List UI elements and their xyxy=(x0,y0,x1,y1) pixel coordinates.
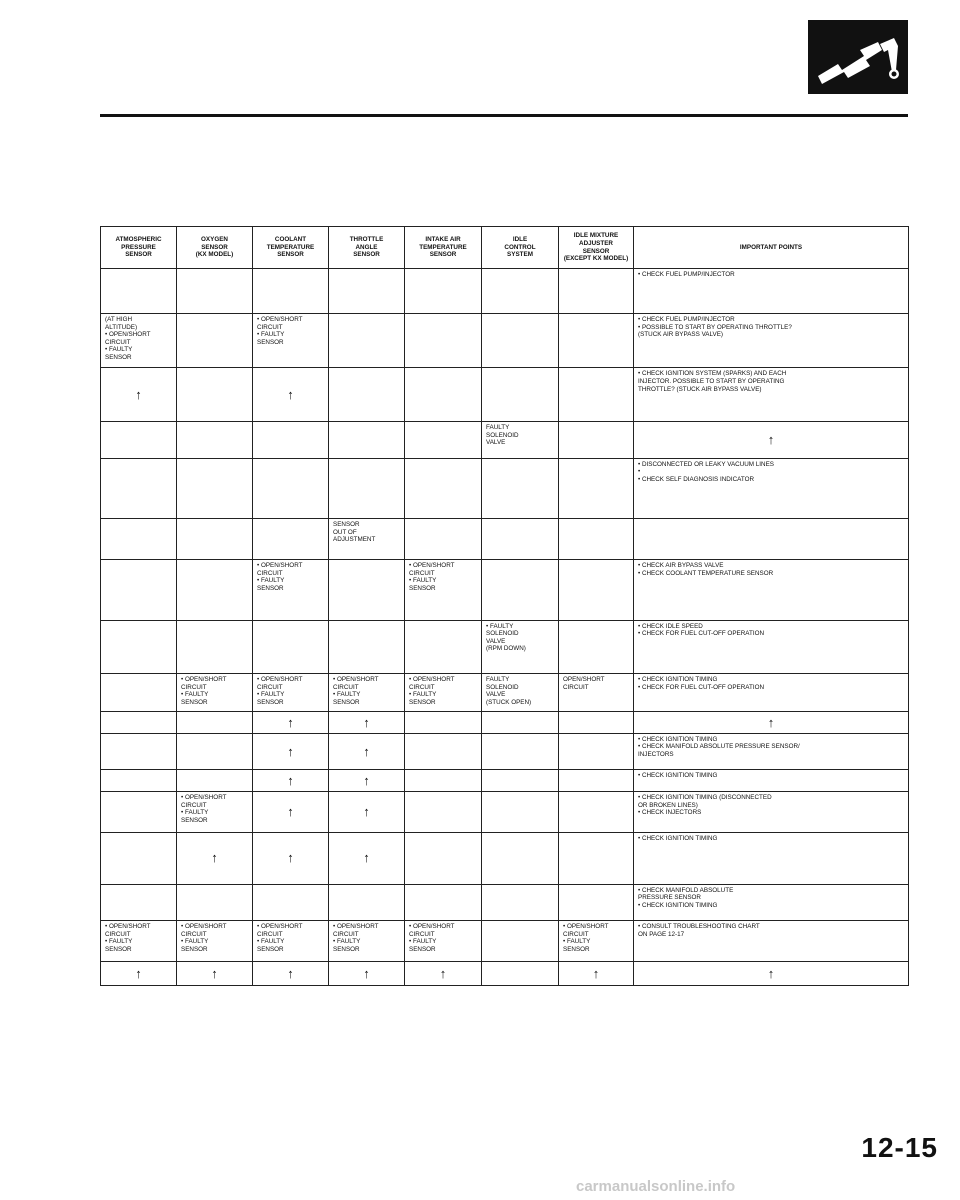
table-cell: ↑ xyxy=(177,962,253,986)
table-cell xyxy=(559,269,634,314)
table-cell xyxy=(405,733,482,770)
table-cell xyxy=(634,519,909,560)
table-cell xyxy=(177,519,253,560)
table-cell: ↑ xyxy=(253,962,329,986)
table-cell xyxy=(559,884,634,921)
table-cell: ↑ xyxy=(329,832,405,884)
table-cell xyxy=(482,519,559,560)
table-cell xyxy=(482,884,559,921)
table-cell: ↑ xyxy=(329,962,405,986)
table-cell xyxy=(405,519,482,560)
table-cell: • OPEN/SHORT CIRCUIT • FAULTY SENSOR xyxy=(405,674,482,712)
column-header: COOLANT TEMPERATURE SENSOR xyxy=(253,227,329,269)
table-cell xyxy=(405,314,482,368)
table-cell xyxy=(559,314,634,368)
table-cell: ↑ xyxy=(253,368,329,422)
table-cell xyxy=(177,620,253,674)
table-cell: ↑ xyxy=(177,832,253,884)
table-row xyxy=(101,733,909,770)
table-cell xyxy=(559,791,634,832)
table-cell: • OPEN/SHORT CIRCUIT • FAULTY SENSOR xyxy=(405,560,482,620)
table-cell xyxy=(253,884,329,921)
table-cell xyxy=(405,712,482,734)
table-cell: • CHECK IGNITION TIMING • CHECK MANIFOLD ABSOLUTE PRESSURE SENSOR/ INJECTORS xyxy=(634,733,909,770)
table-cell xyxy=(482,269,559,314)
table-cell xyxy=(405,620,482,674)
table-cell xyxy=(405,884,482,921)
table-cell xyxy=(405,458,482,518)
table-cell: ↑ xyxy=(329,791,405,832)
table-cell xyxy=(559,458,634,518)
table-cell: • OPEN/SHORT CIRCUIT • FAULTY SENSOR xyxy=(177,921,253,962)
table-cell xyxy=(559,422,634,459)
column-header: INTAKE AIR TEMPERATURE SENSOR xyxy=(405,227,482,269)
table-cell xyxy=(101,832,177,884)
column-header: IDLE CONTROL SYSTEM xyxy=(482,227,559,269)
table-cell: • CHECK FUEL PUMP/INJECTOR xyxy=(634,269,909,314)
table-cell xyxy=(101,733,177,770)
table-cell: FAULTY SOLENOID VALVE xyxy=(482,422,559,459)
table-cell xyxy=(101,712,177,734)
table-cell: • CHECK IGNITION TIMING xyxy=(634,832,909,884)
table-cell: • CHECK IGNITION TIMING • CHECK FOR FUEL CUT-OFF OPERATION xyxy=(634,674,909,712)
table-cell xyxy=(253,620,329,674)
table-cell xyxy=(177,458,253,518)
table-cell xyxy=(177,884,253,921)
column-header: IMPORTANT POINTS xyxy=(634,227,909,269)
table-row xyxy=(101,458,909,518)
table-cell: • OPEN/SHORT CIRCUIT • FAULTY SENSOR xyxy=(329,921,405,962)
table-cell xyxy=(253,519,329,560)
table-cell xyxy=(101,519,177,560)
table-row xyxy=(101,712,909,734)
table-row xyxy=(101,832,909,884)
table-cell: FAULTY SOLENOID VALVE (STUCK OPEN) xyxy=(482,674,559,712)
table-cell xyxy=(405,832,482,884)
table-row xyxy=(101,422,909,459)
table-cell xyxy=(559,733,634,770)
table-row xyxy=(101,519,909,560)
table-cell: • CHECK FUEL PUMP/INJECTOR • POSSIBLE TO START BY OPERATING THROTTLE? (STUCK AIR BYPASS VALVE) xyxy=(634,314,909,368)
table-cell xyxy=(482,712,559,734)
table-cell xyxy=(177,368,253,422)
table-cell: ↑ xyxy=(329,712,405,734)
table-cell xyxy=(177,733,253,770)
table-cell: • FAULTY SOLENOID VALVE (RPM DOWN) xyxy=(482,620,559,674)
table-cell xyxy=(482,832,559,884)
column-header: THROTTLE ANGLE SENSOR xyxy=(329,227,405,269)
table-cell: • OPEN/SHORT CIRCUIT • FAULTY SENSOR xyxy=(177,791,253,832)
page-number: 12-15 xyxy=(861,1132,938,1163)
table-cell xyxy=(101,884,177,921)
table-row xyxy=(101,620,909,674)
table-cell: • OPEN/SHORT CIRCUIT • FAULTY SENSOR xyxy=(405,921,482,962)
table-cell xyxy=(482,770,559,792)
table-cell xyxy=(559,519,634,560)
table-cell xyxy=(482,791,559,832)
table-cell xyxy=(482,314,559,368)
table-cell: OPEN/SHORT CIRCUIT xyxy=(559,674,634,712)
table-cell xyxy=(177,422,253,459)
table-cell xyxy=(101,674,177,712)
table-cell xyxy=(329,884,405,921)
table-body xyxy=(101,269,909,986)
table-cell: • CHECK MANIFOLD ABSOLUTE PRESSURE SENSOR • CHECK IGNITION TIMING xyxy=(634,884,909,921)
table-cell: (AT HIGH ALTITUDE) • OPEN/SHORT CIRCUIT • FAULTY SENSOR xyxy=(101,314,177,368)
table-row xyxy=(101,791,909,832)
fuel-pump-nozzle-graphic xyxy=(808,20,908,94)
watermark: carmanualsonline.info xyxy=(576,1178,736,1195)
table-cell: ↑ xyxy=(634,712,909,734)
table-cell xyxy=(329,560,405,620)
table-cell xyxy=(177,712,253,734)
table-cell: • OPEN/SHORT CIRCUIT • FAULTY SENSOR xyxy=(253,560,329,620)
table-cell xyxy=(253,458,329,518)
table-cell: • CHECK IGNITION SYSTEM (SPARKS) AND EACH INJECTOR. POSSIBLE TO START BY OPERATING THROTTLE? (STUCK AIR BYPASS VALVE) xyxy=(634,368,909,422)
table-cell xyxy=(177,560,253,620)
table-cell xyxy=(177,269,253,314)
table-row xyxy=(101,884,909,921)
table-cell: ↑ xyxy=(253,832,329,884)
table-cell xyxy=(329,314,405,368)
table-cell: • OPEN/SHORT CIRCUIT • FAULTY SENSOR xyxy=(177,674,253,712)
table-cell: • OPEN/SHORT CIRCUIT • FAULTY SENSOR xyxy=(559,921,634,962)
table-cell xyxy=(253,269,329,314)
table-cell xyxy=(329,269,405,314)
table-row xyxy=(101,770,909,792)
table-cell: ↑ xyxy=(253,770,329,792)
table-cell: • CHECK IGNITION TIMING xyxy=(634,770,909,792)
table-row xyxy=(101,962,909,986)
table-cell xyxy=(482,921,559,962)
table-cell xyxy=(405,422,482,459)
table-cell xyxy=(559,368,634,422)
fuel-pump-nozzle-icon xyxy=(808,20,908,94)
table-cell xyxy=(482,962,559,986)
header-rule xyxy=(100,114,908,117)
table-cell: • CONSULT TROUBLESHOOTING CHART ON PAGE 12-17 xyxy=(634,921,909,962)
table-cell: ↑ xyxy=(253,712,329,734)
table-cell xyxy=(405,770,482,792)
table-cell: • OPEN/SHORT CIRCUIT • FAULTY SENSOR xyxy=(329,674,405,712)
table-cell xyxy=(559,712,634,734)
table-cell xyxy=(177,770,253,792)
table-row xyxy=(101,921,909,962)
table-row xyxy=(101,368,909,422)
table-cell xyxy=(101,422,177,459)
table-cell xyxy=(329,458,405,518)
table-cell xyxy=(177,314,253,368)
table-cell xyxy=(482,733,559,770)
table-cell xyxy=(101,560,177,620)
table-cell xyxy=(405,791,482,832)
table-cell: • OPEN/SHORT CIRCUIT • FAULTY SENSOR xyxy=(253,674,329,712)
column-header: OXYGEN SENSOR (KX MODEL) xyxy=(177,227,253,269)
table-cell: ↑ xyxy=(559,962,634,986)
table-cell xyxy=(405,368,482,422)
table-cell xyxy=(101,770,177,792)
table-cell: SENSOR OUT OF ADJUSTMENT xyxy=(329,519,405,560)
table-cell xyxy=(101,269,177,314)
table-cell xyxy=(253,422,329,459)
table-cell xyxy=(101,791,177,832)
table-cell xyxy=(482,368,559,422)
column-header: IDLE MIXTURE ADJUSTER SENSOR (EXCEPT KX MODEL) xyxy=(559,227,634,269)
table-cell: ↑ xyxy=(101,368,177,422)
table-cell: • CHECK IGNITION TIMING (DISCONNECTED OR BROKEN LINES) • CHECK INJECTORS xyxy=(634,791,909,832)
table-cell xyxy=(559,560,634,620)
table-cell xyxy=(101,458,177,518)
table-cell: ↑ xyxy=(634,962,909,986)
table-cell xyxy=(559,832,634,884)
table-cell xyxy=(329,422,405,459)
table-cell: ↑ xyxy=(329,733,405,770)
table-cell xyxy=(329,368,405,422)
table-cell xyxy=(482,560,559,620)
table-cell: • OPEN/SHORT CIRCUIT • FAULTY SENSOR xyxy=(253,314,329,368)
table-row xyxy=(101,314,909,368)
table-header-row xyxy=(101,227,909,269)
table-cell: • CHECK AIR BYPASS VALVE • CHECK COOLANT TEMPERATURE SENSOR xyxy=(634,560,909,620)
table-cell: ↑ xyxy=(253,733,329,770)
table-row xyxy=(101,674,909,712)
troubleshooting-table xyxy=(100,226,909,986)
table-cell: ↑ xyxy=(634,422,909,459)
column-header: ATMOSPHERIC PRESSURE SENSOR xyxy=(101,227,177,269)
table-cell: ↑ xyxy=(329,770,405,792)
table-cell xyxy=(101,620,177,674)
table-cell: ↑ xyxy=(253,791,329,832)
table-cell xyxy=(329,620,405,674)
table-cell xyxy=(482,458,559,518)
table-cell: ↑ xyxy=(101,962,177,986)
table-cell xyxy=(405,269,482,314)
table-cell: ↑ xyxy=(405,962,482,986)
table-cell: • CHECK IDLE SPEED • CHECK FOR FUEL CUT-OFF OPERATION xyxy=(634,620,909,674)
table-cell: • OPEN/SHORT CIRCUIT • FAULTY SENSOR xyxy=(253,921,329,962)
table-cell xyxy=(559,770,634,792)
table-cell: • OPEN/SHORT CIRCUIT • FAULTY SENSOR xyxy=(101,921,177,962)
table-row xyxy=(101,269,909,314)
table-cell: • DISCONNECTED OR LEAKY VACUUM LINES • • CHECK SELF DIAGNOSIS INDICATOR xyxy=(634,458,909,518)
table-cell xyxy=(559,620,634,674)
table-row xyxy=(101,560,909,620)
